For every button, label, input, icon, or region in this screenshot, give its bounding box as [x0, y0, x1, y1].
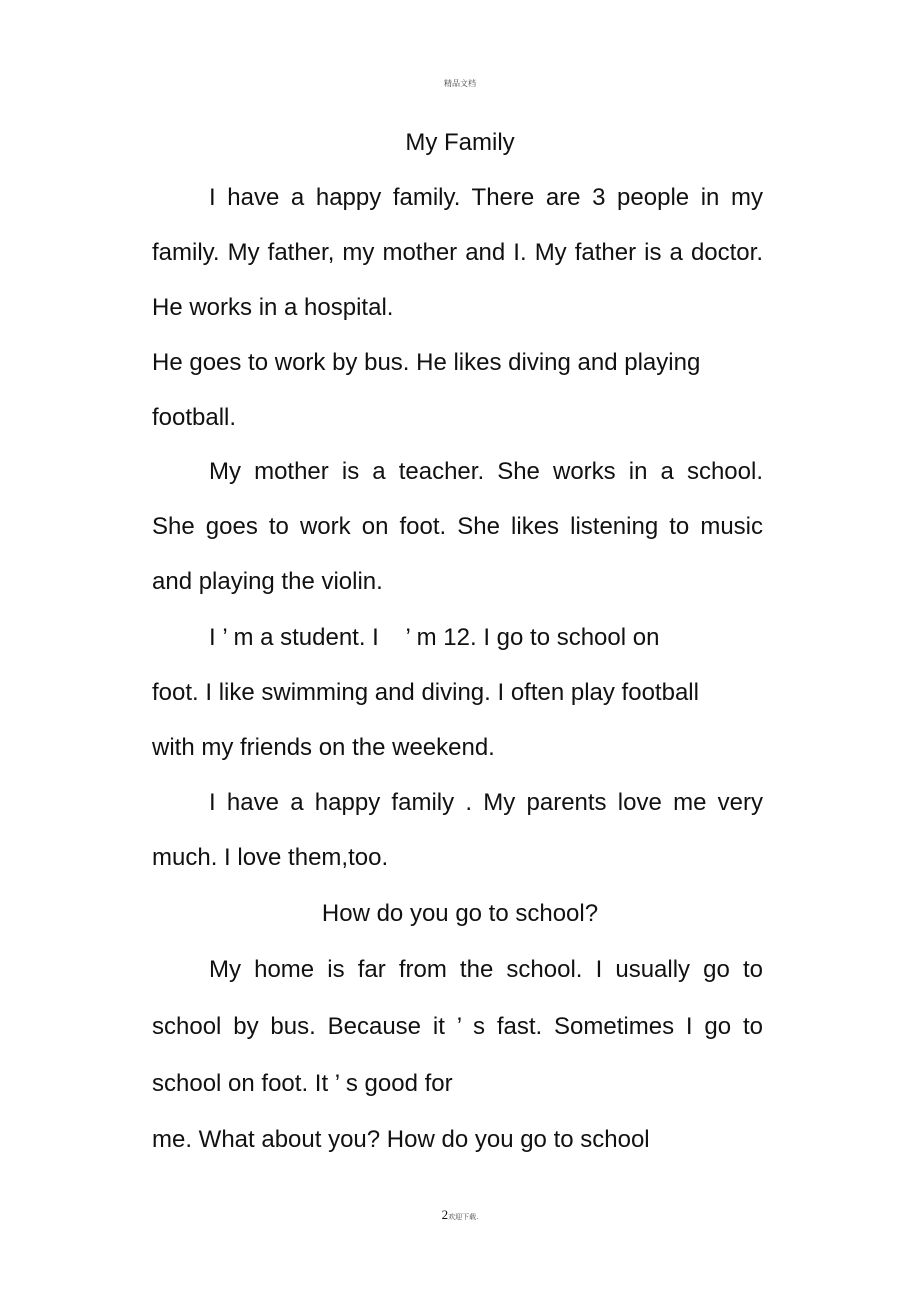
paragraph-line: She goes to work on foot. She likes listening to music — [152, 513, 763, 540]
footer-label: 欢迎下载 — [448, 1213, 477, 1221]
paragraph-line: My home is far from the school. I usually go to — [209, 956, 763, 983]
paragraph-line: school on foot. It ’ s good for — [152, 1070, 453, 1097]
paragraph-line: family. My father, my mother and I. My father is a doctor. — [152, 239, 763, 266]
paragraph-line: I have a happy family. There are 3 people in my — [209, 184, 763, 211]
page-footer — [0, 1207, 920, 1223]
paragraph-line: me. What about you? How do you go to school — [152, 1126, 650, 1153]
page-header: 精品文档 — [444, 79, 476, 88]
paragraph-line: football. — [152, 404, 237, 431]
paragraph-line: much. I love them,too. — [152, 844, 389, 871]
section-title-my-family: My Family — [405, 129, 515, 156]
footer-suffix: . — [476, 1213, 479, 1221]
paragraph-line: He goes to work by bus. He likes diving and playing — [152, 349, 701, 376]
paragraph-line: foot. I like swimming and diving. I often play football — [152, 679, 699, 706]
section-title-how-do-you-go-to-school: How do you go to school? — [321, 900, 599, 927]
paragraph-line: He works in a hospital. — [152, 294, 394, 321]
paragraph-line: with my friends on the weekend. — [152, 734, 495, 761]
paragraph-line: I have a happy family . My parents love me very — [209, 789, 763, 816]
page-number: 2 — [441, 1207, 449, 1222]
paragraph-line: school by bus. Because it ’ s fast. Sometimes I go to — [152, 1013, 763, 1040]
paragraph-line: My mother is a teacher. She works in a school. — [209, 458, 763, 485]
paragraph-line: and playing the violin. — [152, 568, 383, 595]
paragraph-line: I ’ m a student. I ’ m 12. I go to school on — [209, 624, 660, 651]
